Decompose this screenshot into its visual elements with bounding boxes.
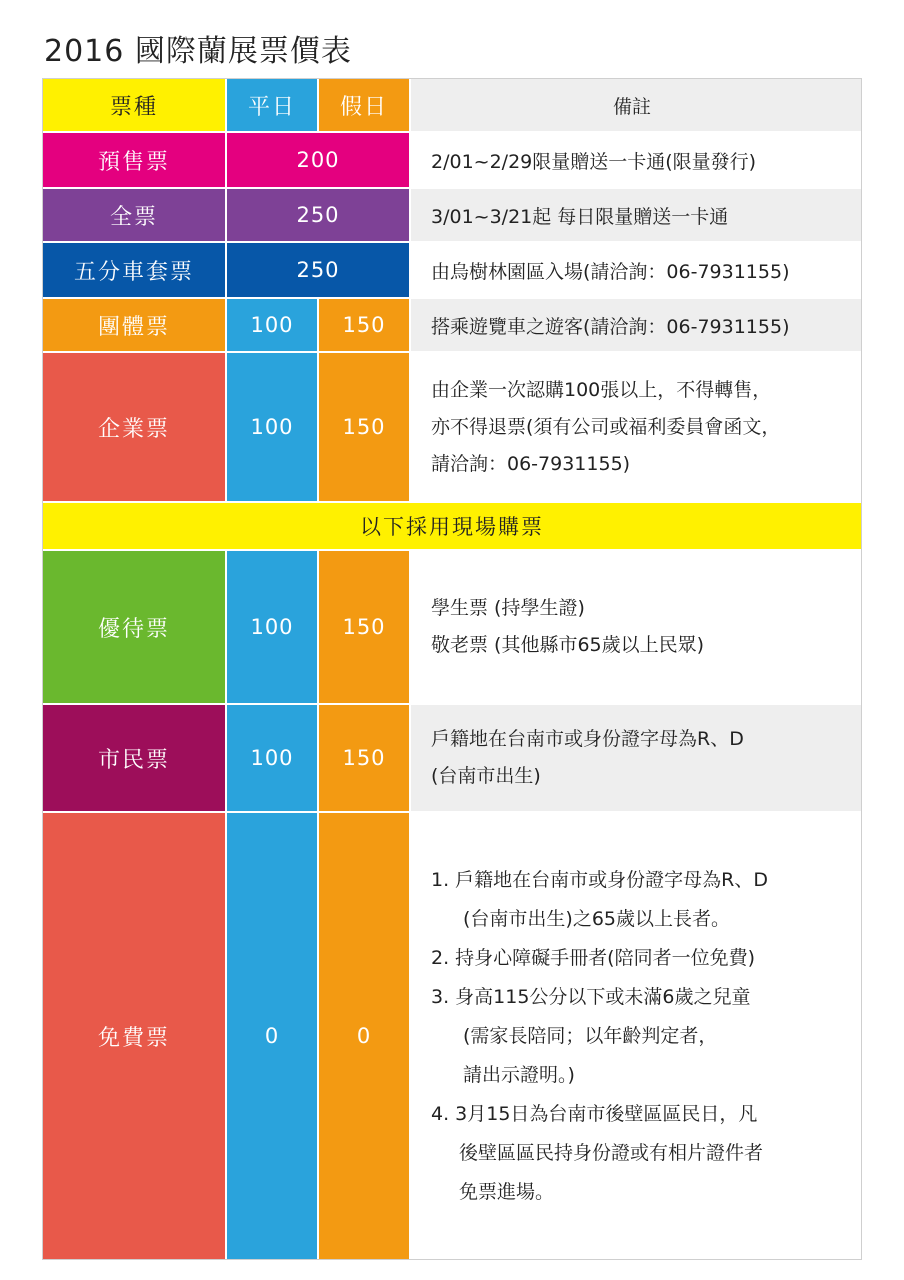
price-discount-holiday: 150: [319, 551, 411, 705]
note-presale: [411, 133, 861, 189]
onsite-banner: 以下採用現場購票: [43, 503, 861, 551]
note-line: (台南市出生): [431, 765, 541, 787]
ticket-type-free: 免費票: [43, 813, 227, 1259]
price-corporate-weekday: 100: [227, 353, 319, 503]
note-line: 請出示證明。): [463, 1063, 575, 1086]
note-line: 戶籍地在台南市或身份證字母為R、D: [431, 728, 744, 750]
ticket-type-group: 團體票: [43, 299, 227, 353]
note-line: 搭乘遊覽車之遊客(請洽詢：06-7931155): [431, 315, 790, 338]
price-free-holiday: 0: [319, 813, 411, 1259]
ticket-type-presale: 預售票: [43, 133, 227, 189]
note-line: (台南市出生)之65歲以上長者。: [463, 907, 731, 930]
note-group: [411, 299, 861, 353]
note-corporate: [411, 353, 861, 503]
note-line: 敬老票 (其他縣市65歲以上民眾): [431, 634, 705, 656]
price-group-holiday: 150: [319, 299, 411, 353]
price-full: 250: [227, 189, 411, 243]
price-citizen-weekday: 100: [227, 705, 319, 813]
note-line: 免票進場。: [459, 1180, 555, 1203]
header-holiday: 假日: [319, 79, 411, 133]
note-line: 2/01~2/29限量贈送一卡通(限量發行): [431, 150, 757, 173]
note-line: 請洽詢：06-7931155): [431, 452, 631, 475]
note-line: (需家長陪同；以年齡判定者，: [463, 1024, 718, 1047]
note-line: 由烏樹林園區入場(請洽詢：06-7931155): [431, 260, 790, 283]
note-full: [411, 189, 861, 243]
price-presale: 200: [227, 133, 411, 189]
note-line: 3/01~3/21起 每日限量贈送一卡通: [431, 205, 729, 228]
ticket-type-full: 全票: [43, 189, 227, 243]
note-train-package: [411, 243, 861, 299]
note-line: 學生票 (持學生證): [431, 597, 585, 619]
header-note: 備註: [411, 79, 861, 133]
header-ticket-type: 票種: [43, 79, 227, 133]
ticket-type-discount: 優待票: [43, 551, 227, 705]
note-line: 4. 3月15日為台南市後壁區區民日，凡: [431, 1102, 758, 1125]
note-line: 後壁區區民持身份證或有相片證件者: [459, 1141, 764, 1164]
ticket-type-corporate: 企業票: [43, 353, 227, 503]
price-corporate-holiday: 150: [319, 353, 411, 503]
price-discount-weekday: 100: [227, 551, 319, 705]
note-citizen: [411, 705, 861, 813]
ticket-type-citizen: 市民票: [43, 705, 227, 813]
price-citizen-holiday: 150: [319, 705, 411, 813]
note-line: 1. 戶籍地在台南市或身份證字母為R、D: [431, 868, 769, 891]
price-table: [42, 78, 862, 1260]
note-discount: [411, 551, 861, 705]
note-line: 亦不得退票(須有公司或福利委員會函文，: [431, 415, 781, 438]
page-title: 2016 國際蘭展票價表: [44, 34, 352, 69]
ticket-type-train-package: 五分車套票: [43, 243, 227, 299]
header-weekday: 平日: [227, 79, 319, 133]
price-free-weekday: 0: [227, 813, 319, 1259]
note-line: 2. 持身心障礙手冊者(陪同者一位免費): [431, 946, 755, 969]
price-train-package: 250: [227, 243, 411, 299]
price-group-weekday: 100: [227, 299, 319, 353]
note-line: 3. 身高115公分以下或未滿6歲之兒童: [431, 985, 751, 1008]
note-line: 由企業一次認購100張以上，不得轉售，: [431, 378, 772, 401]
note-free: [411, 813, 861, 1259]
